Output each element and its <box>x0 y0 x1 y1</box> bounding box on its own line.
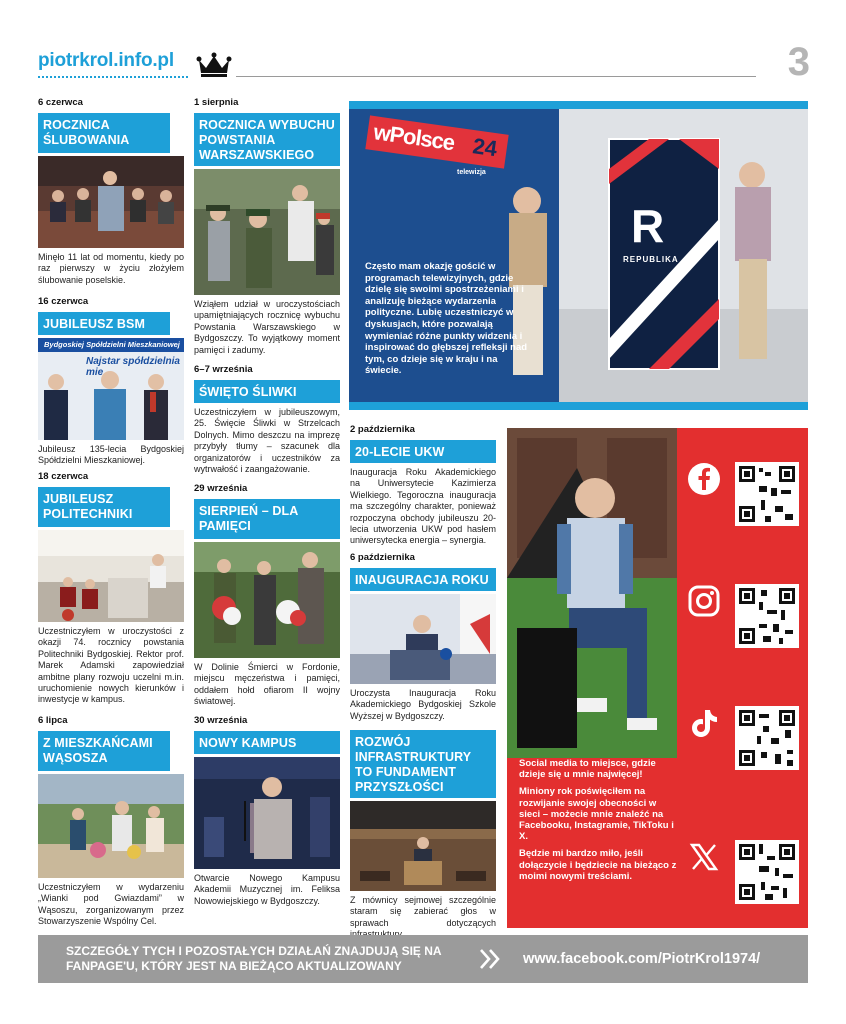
wpolsce-sign-sub: telewizja <box>457 169 486 176</box>
tiktok-qr-code[interactable] <box>735 706 799 770</box>
article-photo <box>194 542 340 658</box>
article-jubileusz-politechniki <box>38 471 184 706</box>
article-caption: Z mównicy sejmowej szczególnie staram się zabierać głos w sprawach dotyczących <box>350 895 496 928</box>
tv-quote: Często mam okazję gościć w programach telewizyjnych, gdzie dzielę się swoimi spostrzeżeniami i analizuję bieżące wydarzenia polityczne. Lubię uczestniczyć w dyskusjach, które pozwalają wymieniać różne punkty widzenia i inspirować do głębszej refleksji nad tym, co dzieje się w kraju i na świecie. <box>365 261 528 377</box>
article-date: 30 września <box>194 715 248 726</box>
social-media-feature <box>507 428 808 928</box>
article-date: 6 czerwca <box>38 97 83 108</box>
article-powstanie-warszawskie <box>194 97 340 356</box>
article-photo <box>350 594 496 684</box>
tv-photo <box>349 109 808 402</box>
republika-letter: R <box>631 200 665 252</box>
wpolsce-sign-text: wPolsce <box>372 119 456 156</box>
article-caption: Uczestniczyłem w jubileuszowym, 25. Święcie Śliwki w Strzelcach Dolnych. Mimo deszczu na imprezę przybyły tłumy – szacunek dla organizatorów i uczestników za wytrwałość i zaangażowanie. <box>194 407 340 475</box>
article-20-lecie-ukw <box>350 424 496 547</box>
article-title: SIERPIEŃ – DLA PAMIĘCI <box>194 499 340 539</box>
photo-banner-text: Bydgoskiej Spółdzielni Mieszkaniowej <box>38 338 184 352</box>
article-photo <box>38 156 184 248</box>
article-rozwoj-infrastruktury <box>350 730 496 941</box>
article-caption: Wziąłem udział w uroczystościach upamiętniających rocznicę wybuchu Powstania Warszawskiego w Bydgoszczy. To wyjątkowy moment pamięci i zadumy. <box>194 299 340 355</box>
facebook-fanpage-link[interactable]: www.facebook.com/PiotrKrol1974/ <box>523 951 761 967</box>
social-text <box>519 758 679 888</box>
article-photo <box>350 801 496 891</box>
article-caption: Minęło 11 lat od momentu, kiedy po raz pierwszy w życiu złożyłem ślubowanie poselskie. <box>38 252 184 285</box>
social-text-p2: Miniony rok poświęciłem na rozwijanie swojej obecności w sieci – możecie mnie znaleźć na Facebooku, Instagramie, TikToku i X. <box>519 786 674 843</box>
tv-appearances-feature <box>349 101 808 410</box>
brand-underline <box>38 76 188 78</box>
article-date: 2 października <box>350 424 415 435</box>
article-caption: Inauguracja Roku Akademickiego na Uniwersytecie Kazimierza Wielkiego. Tegoroczna inauguracja ma szczególny charakter, ponieważ rozpoczyna obchody jubileuszu 20-lecia utworzenia UKW pod hasłem uniwersytecka energia – synergia. <box>350 467 496 546</box>
page-number: 3 <box>787 40 810 84</box>
article-rocznica-slubowania <box>38 97 184 286</box>
article-caption: Uczestniczyłem w wydarzeniu „Wianki pod Gwiazdami” w Wąsoszu, zorganizowanym przez Stowarzyszenie Wspólny Cel. <box>38 882 184 927</box>
article-title: Z MIESZKAŃCAMI WĄSOSZA <box>38 731 170 771</box>
article-sierpien-dla-pamieci <box>194 483 340 708</box>
social-text-p1: Social media to miejsce, gdzie dzieje się u mnie najwięcej! <box>519 758 656 781</box>
article-date: 6 października <box>350 552 415 563</box>
wpolsce-sign-number: 24 <box>471 133 499 162</box>
photo-sign-text: Najstar spółdzielnia mie <box>86 356 180 378</box>
social-text-p3: Będzie mi bardzo miło, jeśli dołączycie i będziecie na bieżąco z moimi nowymi treściami. <box>519 848 677 882</box>
article-date: 1 sierpnia <box>194 97 239 108</box>
article-title: ROCZNICA ŚLUBOWANIA <box>38 113 170 153</box>
article-caption: Uroczysta Inauguracja Roku Akademickiego Bydgoskiej Szkole Wyższej w Bydgoszczy. <box>350 688 496 721</box>
article-title: ROCZNICA WYBUCHU POWSTANIA WARSZAWSKIEGO <box>194 113 340 166</box>
article-title: JUBILEUSZ BSM <box>38 312 170 335</box>
double-chevron-right-icon <box>478 947 502 971</box>
header-rule <box>236 76 756 77</box>
page-header <box>38 40 810 86</box>
article-caption: Otwarcie Nowego Kampusu Akademii Muzycznej im. Feliksa Nowowiejskiego w Bydgoszczy. <box>194 873 340 906</box>
article-caption: Jubileusz 135-lecia Bydgoskiej Spółdzielni Mieszkaniowej. <box>38 444 184 466</box>
instagram-qr-code[interactable] <box>735 584 799 648</box>
article-inauguracja-roku <box>350 552 496 722</box>
article-title: ROZWÓJ INFRASTRUKTURY TO FUNDAMENT PRZYSZŁOŚCI <box>350 730 496 798</box>
article-nowy-kampus <box>194 715 340 907</box>
republika-name: REPUBLIKA <box>623 255 679 264</box>
article-jubileusz-bsm <box>38 296 184 467</box>
article-date: 29 września <box>194 483 248 494</box>
site-brand[interactable]: piotrkrol.info.pl <box>38 50 174 71</box>
article-title: INAUGURACJA ROKU <box>350 568 496 591</box>
tiktok-icon[interactable] <box>687 706 721 740</box>
x-qr-code[interactable] <box>735 840 799 904</box>
article-swieto-sliwki <box>194 364 340 475</box>
facebook-qr-code[interactable] <box>735 462 799 526</box>
article-date: 18 czerwca <box>38 471 89 482</box>
facebook-icon[interactable] <box>687 462 721 496</box>
instagram-icon[interactable] <box>687 584 721 618</box>
article-title: JUBILEUSZ POLITECHNIKI <box>38 487 170 527</box>
article-photo <box>38 774 184 878</box>
article-photo <box>38 338 184 440</box>
article-caption: W Dolinie Śmierci w Fordonie, miejscu męczeństwa i pamięci, oddałem hołd ofiarom II wojny światowej. <box>194 662 340 707</box>
social-photo <box>507 428 677 758</box>
article-date: 6–7 września <box>194 364 253 375</box>
x-icon[interactable] <box>687 840 721 874</box>
article-title: 20-LECIE UKW <box>350 440 496 463</box>
crown-icon <box>196 52 232 78</box>
article-title: NOWY KAMPUS <box>194 731 340 754</box>
social-qr-column <box>677 428 808 928</box>
article-photo <box>194 757 340 869</box>
article-photo <box>194 169 340 295</box>
article-title: ŚWIĘTO ŚLIWKI <box>194 380 340 403</box>
article-date: 6 lipca <box>38 715 68 726</box>
footer-text: SZCZEGÓŁY TYCH I POZOSTAŁYCH DZIAŁAŃ ZNAJDUJĄ SIĘ NA FANPAGE'U, KTÓRY JEST NA BIEŻĄCO AKTUALIZOWANY <box>66 944 442 973</box>
footer-banner <box>38 935 808 983</box>
article-caption: Uczestniczyłem w uroczystości z okazji 74. rocznicy powstania Politechniki Bydgoskiej. Rektor prof. Marek Adamski zapowiedział ambitne plany rozwoju uczelni m.in. uruchomienie nowych kierunków i inwestycje w kampus. <box>38 626 184 705</box>
article-mieszkancy-wasosza <box>38 715 184 928</box>
article-date: 16 czerwca <box>38 296 89 307</box>
article-photo <box>38 530 184 622</box>
